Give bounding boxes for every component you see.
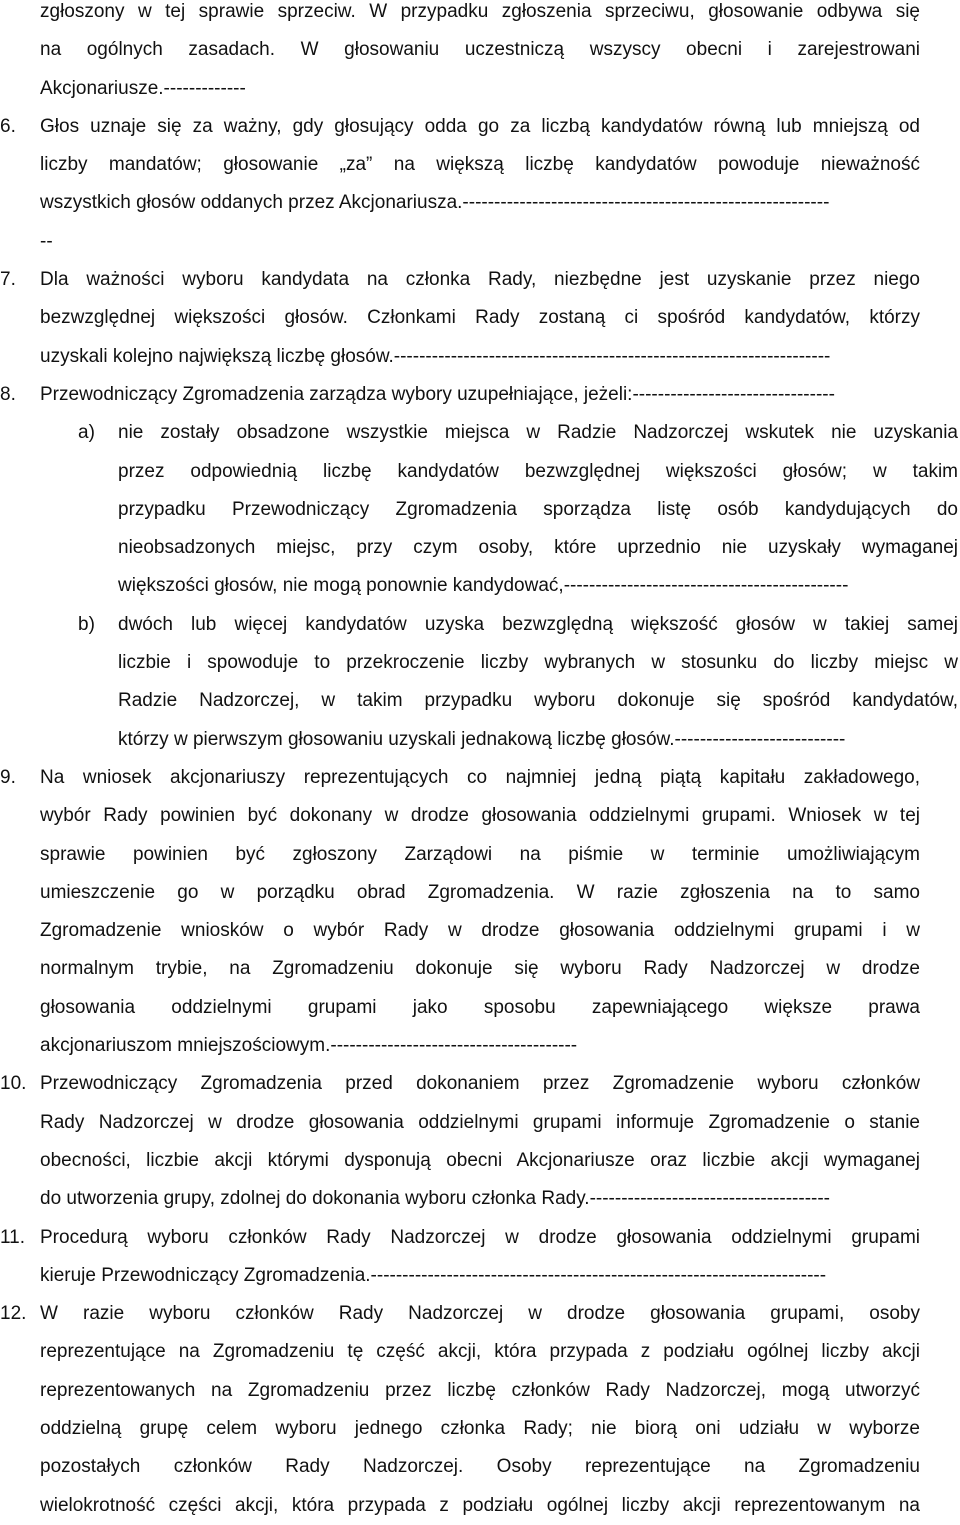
paragraph-9-line: wybór Rady powinien być dokonany w drodze głosowania oddzielnymi grupami. Wniosek w tej <box>40 805 920 827</box>
paragraph-7-line: 7. Dla ważności wyboru kandydata na członka Rady, niezbędne jest uzyskanie przez niego <box>0 261 920 299</box>
paragraph-10-line: do utworzenia grupy, zdolnej do dokonania wyboru członka Rady.-------------------------------------- <box>40 1188 831 1210</box>
paragraph-11-line: 11. Procedurą wyboru członków Rady Nadzorczej w drodze głosowania oddzielnymi grupami <box>0 1219 920 1257</box>
paragraph-number: 10. <box>0 1073 27 1095</box>
item-a-line: a) nie zostały obsadzone wszystkie miejsca w Radzie Nadzorczej wskutek nie uzyskania <box>0 414 958 452</box>
text-line: zgłoszony w tej sprawie sprzeciw. W przypadku zgłoszenia sprzeciwu, głosowanie odbywa się <box>40 1 920 22</box>
paragraph-6-line: 6. Głos uznaje się za ważny, gdy głosujący odda go za liczbą kandydatów równą lub mniejszą od <box>0 108 920 146</box>
item-b-line: liczbie i spowoduje to przekroczenie liczby wybranych w stosunku do liczby miejsc w <box>118 652 958 674</box>
paragraph-9-line: Zgromadzenie wniosków o wybór Rady w drodze głosowania oddzielnymi grupami i w <box>40 920 920 942</box>
item-a-line: przez odpowiednią liczbę kandydatów bezwzględnej większości głosów; w takim <box>118 460 958 482</box>
text-line: Akcjonariusze.------------- <box>40 77 246 99</box>
item-b-line: którzy w pierwszym głosowaniu uzyskali jednakową liczbę głosów.--------------------------- <box>118 728 846 750</box>
item-letter: b) <box>78 613 95 635</box>
paragraph-9-line: 9. Na wniosek akcjonariuszy reprezentujących co najmniej jedną piątą kapitału zakładowego, <box>0 759 920 797</box>
paragraph-number: 12. <box>0 1303 27 1325</box>
text-line: na ogólnych zasadach. W głosowaniu uczestniczą wszyscy obecni i zarejestrowani <box>40 39 920 61</box>
paragraph-6-line: liczby mandatów; głosowanie „za” na większą liczbę kandydatów powoduje nieważność <box>40 154 920 176</box>
item-a-line: nieobsadzonych miejsc, przy czym osoby, które uprzednio nie uzyskały wymaganej <box>118 537 958 559</box>
paragraph-8-line: 8. Przewodniczący Zgromadzenia zarządza wybory uzupełniające, jeżeli:-------------------------------- <box>0 376 920 414</box>
paragraph-7-line: uzyskali kolejno największą liczbę głosów.--------------------------------------------------------------------- <box>40 345 831 367</box>
paragraph-12-line: reprezentujące na Zgromadzeniu tę część akcji, która przypada z podziału ogólnej liczby akcji <box>40 1341 920 1363</box>
paragraph-9-line: akcjonariuszom mniejszościowym.--------------------------------------- <box>40 1035 578 1057</box>
paragraph-11-line: kieruje Przewodniczący Zgromadzenia.------------------------------------------------------------------------ <box>40 1264 827 1286</box>
paragraph-7-line: bezwzględnej większości głosów. Członkami Rady zostaną ci spośród kandydatów, którzy <box>40 307 920 329</box>
paragraph-9-line: sprawie powinien być zgłoszony Zarządowi na piśmie w terminie umożliwiającym <box>40 843 920 865</box>
paragraph-number: 6. <box>0 115 16 137</box>
paragraph-10-line: obecności, liczbie akcji którymi dysponują obecni Akcjonariusze oraz liczbie akcji wymaganej <box>40 1149 920 1171</box>
paragraph-12-line: pozostałych członków Rady Nadzorczej. Osoby reprezentujące na Zgromadzeniu <box>40 1456 920 1478</box>
paragraph-number: 8. <box>0 383 16 405</box>
item-letter: a) <box>78 422 95 444</box>
paragraph-12-line: oddzielną grupę celem wyboru jednego członka Rady; nie biorą oni udziału w wyborze <box>40 1417 920 1439</box>
item-b-line: Radzie Nadzorczej, w takim przypadku wyboru dokonuje się spośród kandydatów, <box>118 690 958 712</box>
paragraph-12-line: reprezentowanych na Zgromadzeniu przez liczbę członków Rady Nadzorczej, mogą utworzyć <box>40 1379 920 1401</box>
paragraph-10-line: 10. Przewodniczący Zgromadzenia przed dokonaniem przez Zgromadzenie wyboru członków <box>0 1065 920 1103</box>
item-b-line: b) dwóch lub więcej kandydatów uzyska bezwzględną większość głosów w takiej samej <box>0 606 958 644</box>
paragraph-6-line: wszystkich głosów oddanych przez Akcjonariusza.---------------------------------------------------------- <box>40 192 830 214</box>
paragraph-number: 7. <box>0 269 16 291</box>
item-a-line: przypadku Przewodniczący Zgromadzenia sporządza listę osób kandydujących do <box>118 498 958 520</box>
item-a-line: większości głosów, nie mogą ponownie kandydować,--------------------------------------------- <box>118 575 849 597</box>
paragraph-9-line: umieszczenie go w porządku obrad Zgromadzenia. W razie zgłoszenia na to samo <box>40 881 920 903</box>
paragraph-9-line: normalnym trybie, na Zgromadzeniu dokonuje się wyboru Rady Nadzorczej w drodze <box>40 958 920 980</box>
paragraph-10-line: Rady Nadzorczej w drodze głosowania oddzielnymi grupami informuje Zgromadzenie o stanie <box>40 1111 920 1133</box>
paragraph-9-line: głosowania oddzielnymi grupami jako sposobu zapewniającego większe prawa <box>40 996 920 1018</box>
paragraph-number: 9. <box>0 766 16 788</box>
paragraph-12-line: wielokrotność części akcji, która przypada z podziału ogólnej liczby akcji reprezentowanym na <box>40 1494 920 1516</box>
paragraph-12-line: 12. W razie wyboru członków Rady Nadzorczej w drodze głosowania grupami, osoby <box>0 1295 920 1333</box>
paragraph-number: 11. <box>0 1226 26 1248</box>
paragraph-6-line: -- <box>40 230 53 252</box>
